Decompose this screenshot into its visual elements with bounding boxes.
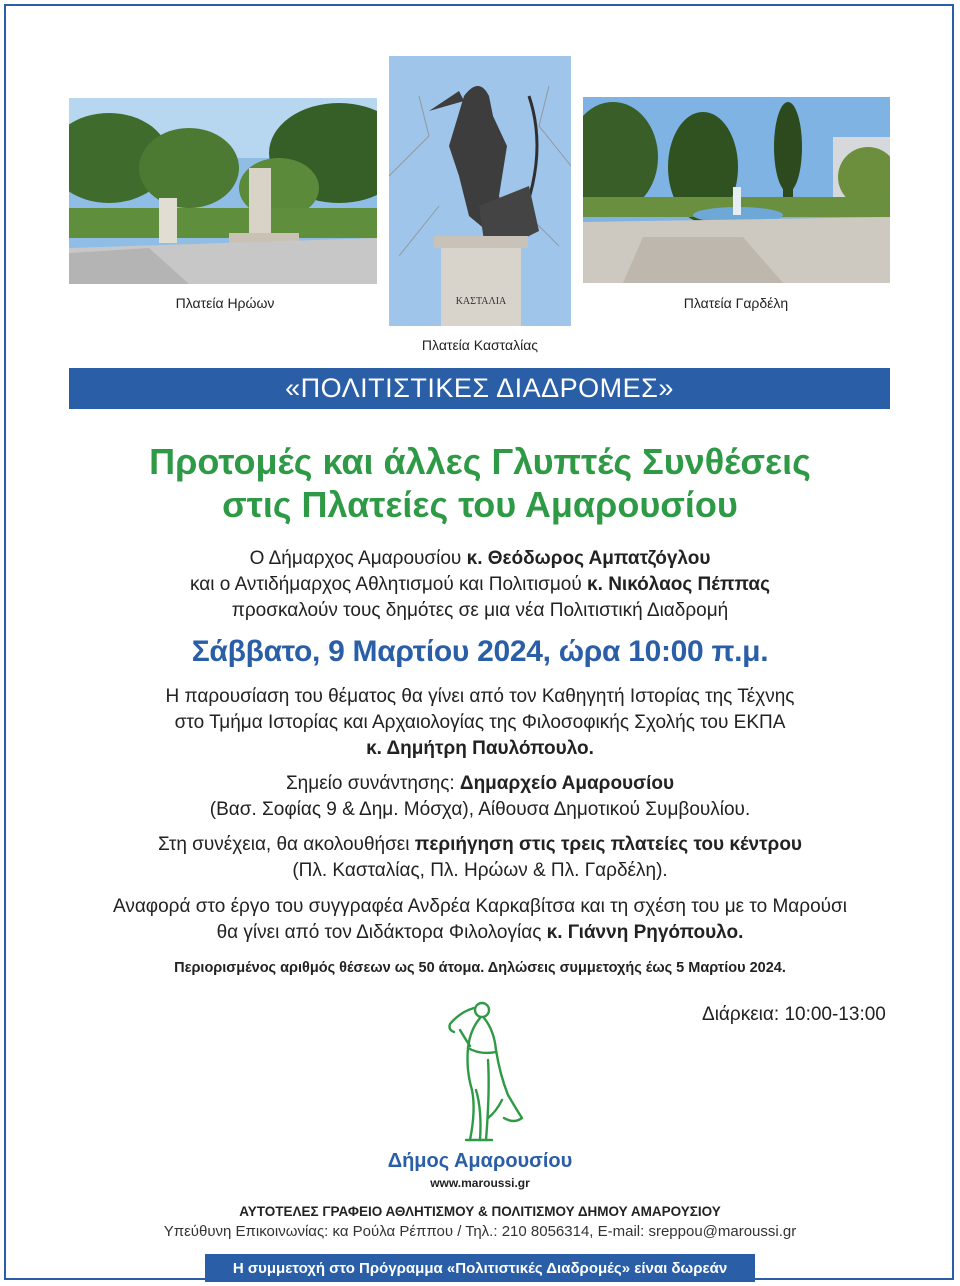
photo-gardeli-caption: Πλατεία Γαρδέλη xyxy=(683,295,789,311)
headline-line-1: Προτομές και άλλες Γλυπτές Συνθέσεις xyxy=(149,441,811,482)
reference-line-2 xyxy=(0,920,960,945)
tour-line-1 xyxy=(0,832,960,857)
event-date: Σάββατο, 9 Μαρτίου 2024, ώρα 10:00 π.μ. xyxy=(191,635,769,668)
photo-heroes-square xyxy=(69,98,377,284)
limit-notice: Περιορισμένος αριθμός θέσεων ως 50 άτομα. Δηλώσεις συμμετοχής έως 5 Μαρτίου 2024. xyxy=(174,960,786,976)
tour-prefix: Στη συνέχεια, θα ακολουθήσει xyxy=(158,834,415,855)
photo-kastalia-caption: Πλατεία Κασταλίας xyxy=(421,337,539,353)
duration-text: Διάρκεια: 10:00-13:00 xyxy=(702,1004,886,1025)
reference-speaker: κ. Γιάννη Ρηγόπουλο. xyxy=(546,922,744,943)
meeting-label: Σημείο συνάντησης: xyxy=(285,773,460,794)
meeting-venue: Δημαρχείο Αμαρουσίου xyxy=(459,773,675,794)
municipality-url[interactable]: www.maroussi.gr xyxy=(430,1176,530,1190)
photo-gardeli-square xyxy=(583,97,890,283)
invite-deputy-prefix: και ο Αντιδήμαρχος Αθλητισμού και Πολιτισμού xyxy=(190,574,588,595)
free-participation-banner: Η συμμετοχή στο Πρόγραμμα «Πολιτιστικές Διαδρομές» είναι δωρεάν xyxy=(205,1254,755,1282)
presenter-name: κ. Δημήτρη Παυλόπουλο. xyxy=(366,738,594,759)
reference-prefix: θα γίνει από τον Διδάκτορα Φιλολογίας xyxy=(216,922,547,943)
statue-inscription: ΚΑΣΤΑΛΙΑ xyxy=(455,296,507,307)
invite-mayor-prefix: Ο Δήμαρχος Αμαρουσίου xyxy=(249,548,467,569)
municipality-name: Δήμος Αμαρουσίου xyxy=(387,1150,573,1172)
meeting-point xyxy=(0,771,960,796)
presentation-line-1: Η παρουσίαση του θέματος θα γίνει από τον Καθηγητή Ιστορίας της Τέχνης xyxy=(165,686,795,707)
contact-info: Υπεύθυνη Επικοινωνίας: κα Ρούλα Ρέππου / Τηλ.: 210 8056314, E-mail: sreppou@maroussi.gr xyxy=(163,1223,797,1240)
tour-line-2: (Πλ. Κασταλίας, Πλ. Ηρώων & Πλ. Γαρδέλη). xyxy=(292,860,668,881)
tour-highlight: περιήγηση στις τρεις πλατείες του κέντρου xyxy=(414,834,802,855)
program-banner: «ΠΟΛΙΤΙΣΤΙΚΕΣ ΔΙΑΔΡΟΜΕΣ» xyxy=(69,368,890,409)
photo-heroes-caption: Πλατεία Ηρώων xyxy=(175,295,275,311)
invite-line-1 xyxy=(0,546,960,571)
reference-line-1: Αναφορά στο έργο του συγγραφέα Ανδρέα Καρκαβίτσα και τη σχέση του με το Μαρούσι xyxy=(112,896,848,917)
office-name: ΑΥΤΟΤΕΛΕΣ ΓΡΑΦΕΙΟ ΑΘΛΗΤΙΣΜΟΥ & ΠΟΛΙΤΙΣΜΟΥ ΔΗΜΟΥ ΑΜΑΡΟΥΣΙΟΥ xyxy=(239,1204,721,1219)
invite-line-2 xyxy=(0,572,960,597)
photo-kastalia-statue xyxy=(389,56,571,326)
meeting-address: (Βασ. Σοφίας 9 & Δημ. Μόσχα), Αίθουσα Δημοτικού Συμβουλίου. xyxy=(209,799,751,820)
invite-mayor-name: κ. Θεόδωρος Αμπατζόγλου xyxy=(466,548,711,569)
invite-line-3: προσκαλούν τους δημότες σε μια νέα Πολιτιστική Διαδρομή xyxy=(231,600,729,621)
municipality-logo-icon xyxy=(430,1000,530,1148)
invite-deputy-name: κ. Νικόλαος Πέππας xyxy=(587,574,770,595)
headline-line-2: στις Πλατείες του Αμαρουσίου xyxy=(222,484,738,525)
presentation-line-2: στο Τμήμα Ιστορίας και Αρχαιολογίας της Φιλοσοφικής Σχολής του ΕΚΠΑ xyxy=(174,712,786,733)
